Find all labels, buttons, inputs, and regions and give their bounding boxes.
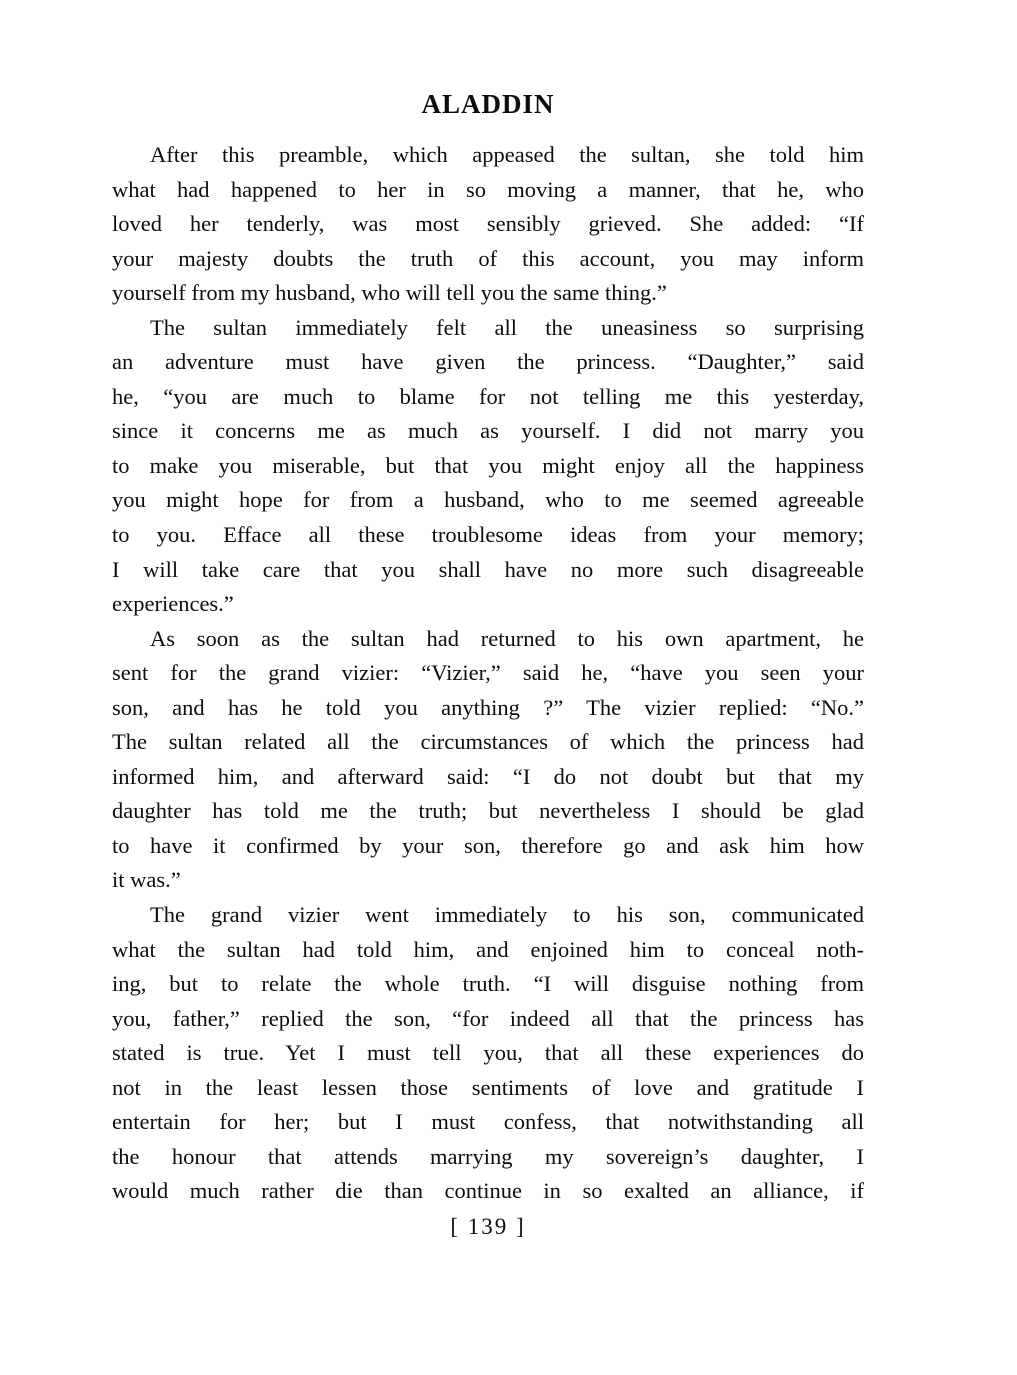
text-line: to you. Efface all these troublesome ideas from your memory;: [112, 522, 864, 548]
text-line: stated is true. Yet I must tell you, that all these experiences do: [112, 1040, 864, 1066]
text-line: would much rather die than continue in so exalted an alliance, if: [112, 1178, 864, 1204]
paragraph: [112, 311, 864, 622]
text-line: loved her tenderly, was most sensibly grieved. She added: “If: [112, 211, 864, 237]
paragraph: [112, 138, 864, 311]
text-line: the honour that attends marrying my sovereign’s daughter, I: [112, 1143, 864, 1169]
text-line: it was.”: [112, 867, 181, 893]
text-line: The sultan related all the circumstances of which the princess had: [112, 729, 864, 755]
text-line: son, and has he told you anything ?” The vizier replied: “No.”: [112, 694, 864, 720]
paragraph: [112, 898, 864, 1209]
text-block: [112, 138, 864, 1209]
text-line: an adventure must have given the princess. “Daughter,” said: [112, 349, 864, 375]
text-line: your majesty doubts the truth of this account, you may inform: [112, 245, 864, 271]
text-line: what had happened to her in so moving a manner, that he, who: [112, 176, 864, 202]
text-line: yourself from my husband, who will tell you the same thing.”: [112, 280, 667, 306]
text-line: The grand vizier went immediately to his son, communicated: [150, 902, 864, 928]
text-line: what the sultan had told him, and enjoined him to conceal noth-: [112, 936, 864, 962]
text-line: you, father,” replied the son, “for indeed all that the princess has: [112, 1005, 864, 1031]
text-line: since it concerns me as much as yourself. I did not marry you: [112, 418, 864, 444]
page-number: [ 139 ]: [450, 1214, 526, 1239]
page-heading: ALADDIN: [421, 89, 555, 119]
text-line: ing, but to relate the whole truth. “I will disguise nothing from: [112, 971, 864, 997]
text-line: As soon as the sultan had returned to his own apartment, he: [150, 625, 864, 651]
text-line: he, “you are much to blame for not telling me this yesterday,: [112, 383, 864, 409]
text-line: informed him, and afterward said: “I do not doubt but that my: [112, 763, 864, 789]
text-line: daughter has told me the truth; but nevertheless I should be glad: [112, 798, 864, 824]
text-line: you might hope for from a husband, who to me seemed agreeable: [112, 487, 864, 513]
text-line: The sultan immediately felt all the uneasiness so surprising: [150, 314, 864, 340]
text-line: sent for the grand vizier: “Vizier,” said he, “have you seen your: [112, 660, 864, 686]
text-line: experiences.”: [112, 591, 234, 617]
text-line: I will take care that you shall have no more such disagreeable: [112, 556, 864, 582]
paragraph: [112, 622, 864, 898]
text-line: to make you miserable, but that you might enjoy all the happiness: [112, 452, 864, 478]
text-line: not in the least lessen those sentiments of love and gratitude I: [112, 1074, 864, 1100]
text-line: to have it confirmed by your son, therefore go and ask him how: [112, 832, 864, 858]
text-line: After this preamble, which appeased the sultan, she told him: [150, 142, 864, 167]
text-line: entertain for her; but I must confess, that notwithstanding all: [112, 1109, 864, 1135]
